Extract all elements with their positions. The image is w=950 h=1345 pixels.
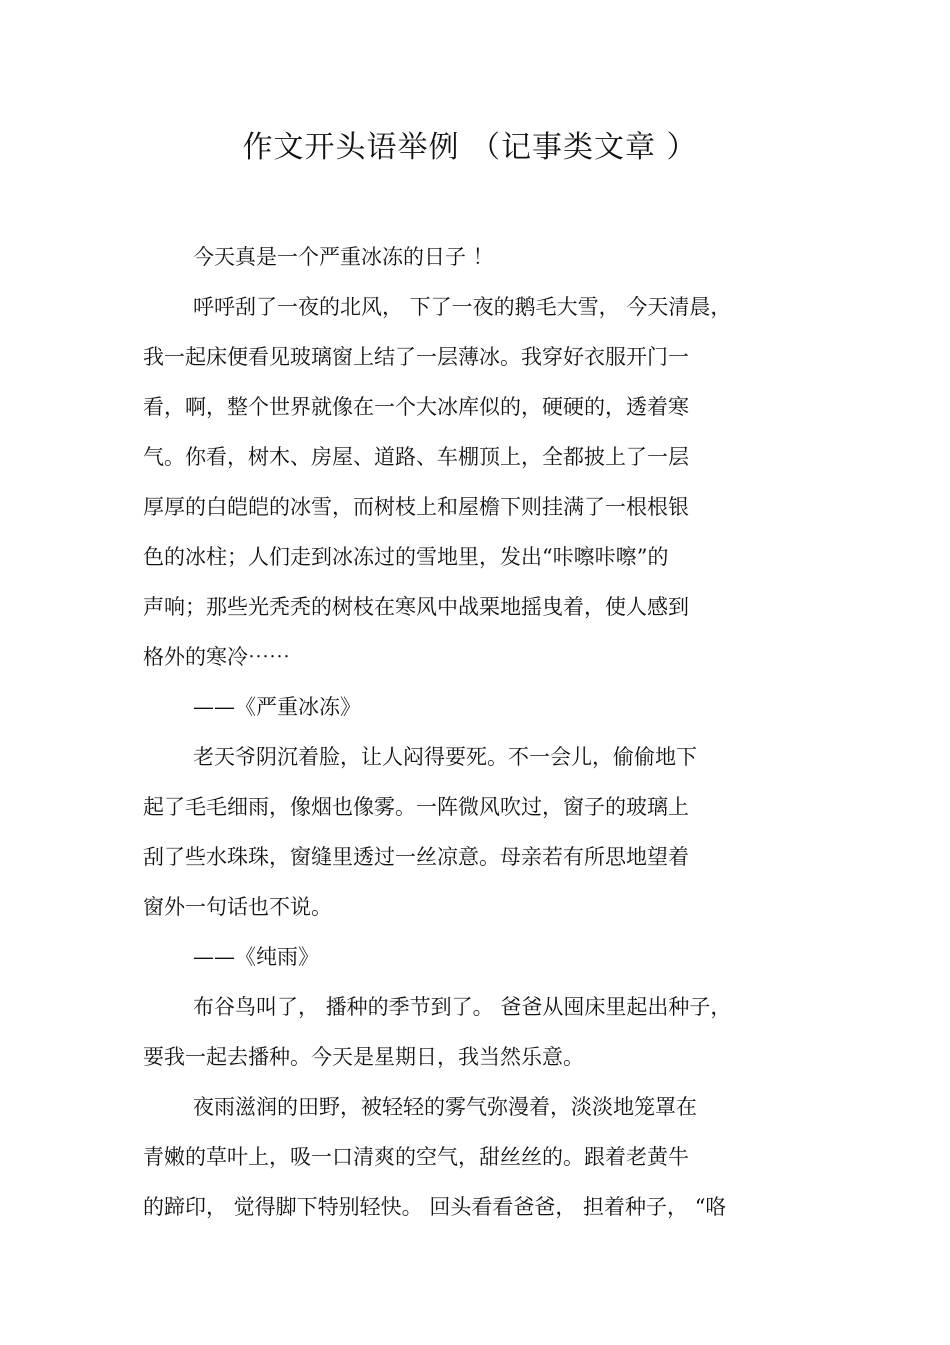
paragraph-line: 声响；那些光秃秃的树枝在寒风中战栗地摇曳着，使人感到 bbox=[143, 595, 689, 619]
paragraph-line: 的蹄印， 觉得脚下特别轻快。 回头看看爸爸， 担着种子， “咯 bbox=[143, 1195, 727, 1219]
paragraph-line: 厚厚的白皑皑的冰雪，而树枝上和屋檐下则挂满了一根根银 bbox=[143, 495, 689, 519]
paragraph-line: 要我一起去播种。今天是星期日，我当然乐意。 bbox=[143, 1045, 584, 1069]
paragraph-line: 夜雨滋润的田野，被轻轻的雾气弥漫着，淡淡地笼罩在 bbox=[193, 1095, 697, 1119]
paragraph-line: 色的冰柱；人们走到冰冻过的雪地里，发出“咔嚓咔嚓”的 bbox=[143, 545, 669, 569]
paragraph-line: 窗外一句话也不说。 bbox=[143, 895, 332, 919]
paragraph-line: 布谷鸟叫了， 播种的季节到了。 爸爸从囤床里起出种子， bbox=[193, 995, 732, 1019]
paragraph-line: 青嫩的草叶上，吸一口清爽的空气，甜丝丝的。跟着老黄牛 bbox=[143, 1145, 689, 1169]
paragraph-line: 刮了些水珠珠，窗缝里透过一丝凉意。母亲若有所思地望着 bbox=[143, 845, 689, 869]
paragraph-line: 老天爷阴沉着脸，让人闷得要死。不一会儿，偷偷地下 bbox=[193, 745, 697, 769]
source-attribution: ——《纯雨》 bbox=[193, 945, 319, 969]
paragraph-line: 今天真是一个严重冰冻的日子 ！ bbox=[193, 245, 494, 269]
document-title: 作文开头语举例 （记事类文章 ） bbox=[242, 130, 698, 165]
source-attribution: ——《严重冰冻》 bbox=[193, 695, 361, 719]
paragraph-line: 呼呼刮了一夜的北风， 下了一夜的鹅毛大雪， 今天清晨， bbox=[193, 295, 732, 319]
paragraph-line: 格外的寒冷⋯⋯ bbox=[143, 645, 290, 669]
paragraph-line: 我一起床便看见玻璃窗上结了一层薄冰。我穿好衣服开门一 bbox=[143, 345, 689, 369]
paragraph-line: 气。你看，树木、房屋、道路、车棚顶上，全都披上了一层 bbox=[143, 445, 689, 469]
paragraph-line: 起了毛毛细雨，像烟也像雾。一阵微风吹过，窗子的玻璃上 bbox=[143, 795, 689, 819]
paragraph-line: 看，啊，整个世界就像在一个大冰库似的，硬硬的，透着寒 bbox=[143, 395, 689, 419]
